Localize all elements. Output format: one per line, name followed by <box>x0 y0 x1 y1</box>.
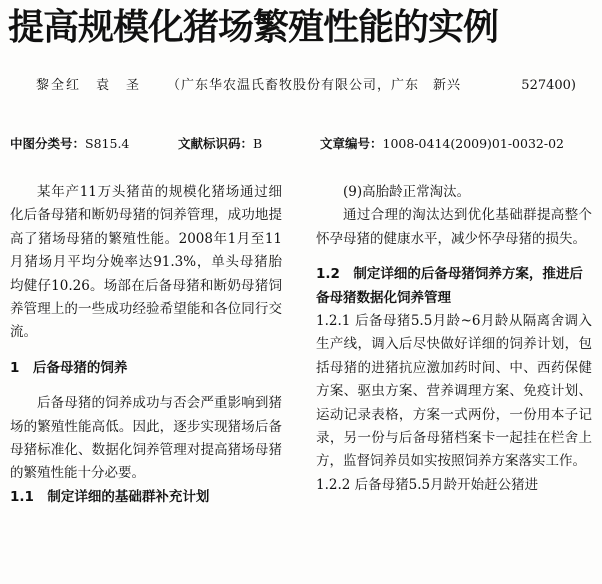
item-9: (9)高胎龄正常淘汰。 <box>343 184 471 200</box>
paragraph-1-2-2: 1.2.2 后备母猪5.5月龄开始赶公猪进 <box>316 476 539 493</box>
article-number <box>320 135 564 153</box>
doc-value: B <box>253 136 263 151</box>
right-column <box>316 181 592 497</box>
culling-paragraph: 通过合理的淘汰达到优化基础群提高整个怀孕母猪的健康水平，减少怀孕母猪的损失。 <box>316 207 592 247</box>
clc-label: 中图分类号： <box>10 136 86 151</box>
paragraph-1-2-1: 1.2.1 后备母猪5.5月龄~6月龄从隔离舍调入生产线，调入后尽快做好详细的饲养计划，包括母猪的进猪抗应激加药时间、中、西药保健方案、驱虫方案、营养调理方案、免疫计划、运动记录表格，方案一式两份，一份用本子记录，另一份与后备母猪档案卡一起挂在栏舍上方，监督饲养员如实按照饲养方案落实工作。 <box>316 313 592 470</box>
article-value: 1008-0414(2009)01-0032-02 <box>382 136 564 151</box>
document-code <box>178 135 262 153</box>
author-line <box>14 76 594 96</box>
article-title: 提高规模化猪场繁殖性能的实例 <box>8 7 499 48</box>
section-1-paragraph: 后备母猪的饲养成功与否会严重影响到猪场的繁殖性能高低。因此，逐步实现猪场后备母猪标准化、数据化饲养管理对提高猪场母猪的繁殖性能十分必要。 <box>10 395 282 482</box>
author-names: 黎全红 袁 圣 <box>36 78 142 93</box>
article-label: 文章编号： <box>320 136 383 151</box>
left-column <box>10 181 282 509</box>
author-postcode: 527400) <box>521 78 576 93</box>
section-1-heading: 1 后备母猪的饲养 <box>10 359 128 376</box>
intro-paragraph: 某年产11万头猪苗的规模化猪场通过细化后备母猪和断奶母猪的饲养管理，成功地提高了猪场母猪的繁殖性能。2008年1月至11月猪场月平均分娩率达91.3%，单头母猪胎均健仔10.26。场部在后备母猪和断奶母猪饲养管理上的一些成功经验希望能和各位同行交流。 <box>10 184 282 341</box>
author-affiliation: （广东华农温氏畜牧股份有限公司，广东 新兴 <box>167 78 462 93</box>
clc-number <box>10 135 129 153</box>
section-1-2-heading: 1.2 制定详细的后备母猪饲养方案，推进后备母猪数据化饲养管理 <box>316 266 583 306</box>
clc-value: S815.4 <box>85 136 130 151</box>
section-1-1-heading: 1.1 制定详细的基础群补充计划 <box>10 488 210 505</box>
doc-label: 文献标识码： <box>178 136 254 151</box>
